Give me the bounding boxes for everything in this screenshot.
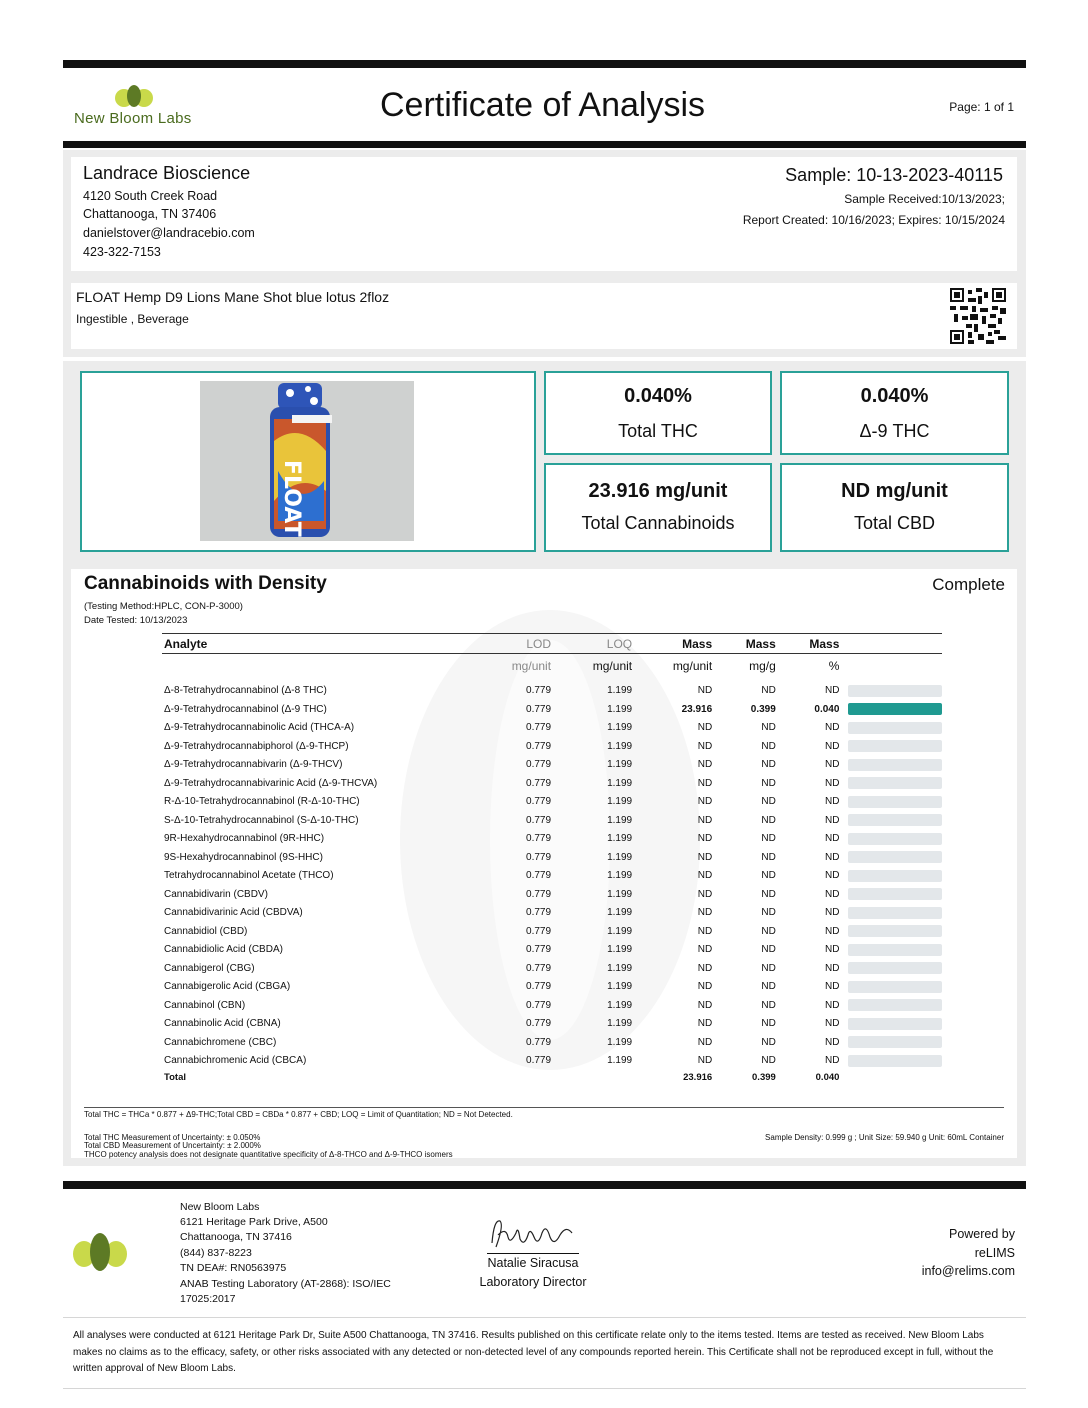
table-row — [162, 811, 942, 830]
lod-value: 0.779 — [526, 740, 552, 752]
total-lod-empty — [470, 1070, 554, 1084]
lod-value: 0.779 — [526, 999, 552, 1011]
analyte-name: Δ-8-Tetrahydrocannabinol (Δ-8 THC) — [164, 685, 327, 697]
col-loq: LOQ — [554, 634, 635, 654]
unit-lod: mg/unit — [511, 659, 552, 673]
result-bar — [848, 1018, 942, 1030]
result-bar-cell — [842, 922, 942, 941]
product-photo — [200, 381, 414, 541]
table-row — [162, 830, 942, 849]
analyte-name: Δ-9-Tetrahydrocannabiphorol (Δ-9-THCP) — [164, 740, 349, 752]
mass-pct-value: ND — [824, 796, 840, 808]
loq-value: 1.199 — [607, 962, 633, 974]
result-bar-cell — [842, 737, 942, 756]
lod-value: 0.779 — [526, 814, 552, 826]
total-loq-empty — [554, 1070, 635, 1084]
result-bar — [848, 685, 942, 697]
mass-pct-value: ND — [824, 722, 840, 734]
mass-unit-value: ND — [697, 777, 713, 789]
table-row — [162, 1015, 942, 1034]
mass-pct-value: ND — [824, 870, 840, 882]
bottom-divider — [63, 1388, 1026, 1389]
signatory-title: Laboratory Director — [479, 1275, 587, 1289]
mass-pct-value: ND — [824, 999, 840, 1011]
lod-value: 0.779 — [526, 759, 552, 771]
total-cannabinoids-label: Total Cannabinoids — [581, 513, 735, 533]
summary-card-total-cannabinoids — [544, 463, 772, 552]
mass-pct-value: ND — [824, 1018, 840, 1030]
result-bar — [848, 759, 942, 771]
total-bar-empty — [842, 1070, 942, 1084]
analyte-name: Cannabidiol (CBD) — [164, 925, 248, 937]
table-row — [162, 737, 942, 756]
mass-g-value: ND — [761, 944, 776, 956]
unit-mass-g: mg/g — [749, 659, 776, 673]
page-number: Page: 1 of 1 — [949, 100, 1014, 114]
svg-text:FLOAT: FLOAT — [279, 460, 304, 537]
loq-value: 1.199 — [607, 685, 633, 697]
analyte-name: Cannabidivarinic Acid (CBDVA) — [164, 907, 303, 919]
result-bar — [848, 722, 942, 734]
footer-rule — [63, 1181, 1026, 1189]
loq-value: 1.199 — [607, 907, 633, 919]
result-bar-cell — [842, 848, 942, 867]
loq-value: 1.199 — [607, 722, 633, 734]
result-bar — [848, 1036, 942, 1048]
result-bar-cell — [842, 1015, 942, 1034]
result-bar — [848, 907, 942, 919]
product-name: FLOAT Hemp D9 Lions Mane Shot blue lotus 2floz — [76, 289, 390, 305]
report-dates: Report Created: 10/16/2023; Expires: 10/15/2024 — [742, 213, 1005, 227]
analyte-name: Δ-9-Tetrahydrocannabinolic Acid (THCA-A) — [164, 722, 355, 734]
table-row — [162, 867, 942, 886]
mass-pct-value: ND — [824, 685, 840, 697]
result-bar-cell — [842, 1052, 942, 1071]
loq-value: 1.199 — [607, 851, 633, 863]
testing-method: (Testing Method:HPLC, CON-P-3000) — [84, 601, 243, 612]
mass-unit-value: ND — [697, 907, 713, 919]
result-bar-cell — [842, 756, 942, 775]
col-mass-g: Mass — [715, 634, 779, 654]
loq-value: 1.199 — [607, 1055, 633, 1067]
mass-pct-value: ND — [824, 777, 840, 789]
lod-value: 0.779 — [526, 962, 552, 974]
note-density: Sample Density: 0.999 g ; Unit Size: 59.940 g Unit: 60mL Container — [765, 1133, 1004, 1142]
col-mass-unit: Mass — [635, 634, 715, 654]
mass-pct-value: ND — [824, 851, 840, 863]
total-cbd-value: ND mg/unit — [841, 480, 948, 502]
result-bar-cell — [842, 1033, 942, 1052]
note-thco: THCO potency analysis does not designate quantitative specificity of Δ-8-THCO and Δ-9-THCO isomers — [84, 1150, 453, 1159]
loq-value: 1.199 — [607, 814, 633, 826]
lod-value: 0.779 — [526, 703, 552, 715]
note-definitions: Total THC = THCa * 0.877 + Δ9-THC;Total CBD = CBDa * 0.877 + CBD; LOQ = Limit of Quantitation; ND = Not Detected. — [84, 1110, 513, 1119]
signature-rule — [487, 1253, 579, 1254]
mass-g-value: ND — [761, 907, 776, 919]
result-bar-cell — [842, 959, 942, 978]
mass-pct-value: ND — [824, 814, 840, 826]
table-row — [162, 682, 942, 701]
loq-value: 1.199 — [607, 703, 633, 715]
total-label: Total — [164, 1071, 186, 1083]
mass-pct-value: ND — [824, 925, 840, 937]
mass-g-value: ND — [761, 870, 776, 882]
loq-value: 1.199 — [607, 1018, 633, 1030]
loq-value: 1.199 — [607, 870, 633, 882]
loq-value: 1.199 — [607, 1036, 633, 1048]
header-rule — [63, 141, 1026, 148]
lab-name: New Bloom Labs — [180, 1201, 260, 1213]
result-bar-cell — [842, 885, 942, 904]
lod-value: 0.779 — [526, 796, 552, 808]
table-row — [162, 959, 942, 978]
mass-unit-value: ND — [697, 888, 713, 900]
result-bar-cell — [842, 867, 942, 886]
result-bar — [848, 925, 942, 937]
mass-pct-value: ND — [824, 759, 840, 771]
top-rule — [63, 60, 1026, 68]
mass-g-value: ND — [761, 685, 776, 697]
mass-g-value: ND — [761, 1055, 776, 1067]
table-row — [162, 848, 942, 867]
lod-value: 0.779 — [526, 722, 552, 734]
mass-g-value: ND — [761, 722, 776, 734]
mass-unit-value: ND — [697, 870, 713, 882]
page-title: Certificate of Analysis — [380, 86, 706, 124]
mass-g-value: ND — [761, 888, 776, 900]
col-lod: LOD — [470, 634, 554, 654]
result-bar — [848, 888, 942, 900]
analyte-name: Cannabidiolic Acid (CBDA) — [164, 944, 283, 956]
lod-value: 0.779 — [526, 1055, 552, 1067]
loq-value: 1.199 — [607, 944, 633, 956]
d9-thc-label: Δ-9 THC — [859, 421, 930, 441]
analyte-name: R-Δ-10-Tetrahydrocannabinol (R-Δ-10-THC) — [164, 796, 360, 808]
sample-received: Sample Received:10/13/2023; — [844, 192, 1005, 206]
table-row — [162, 756, 942, 775]
mass-g-value: ND — [761, 796, 776, 808]
logo-text: New Bloom Labs — [74, 110, 192, 127]
table-header-row — [162, 634, 942, 654]
lod-value: 0.779 — [526, 888, 552, 900]
unit-mass-unit: mg/unit — [672, 659, 713, 673]
analyte-name: Δ-9-Tetrahydrocannabivarin (Δ-9-THCV) — [164, 759, 343, 771]
table-row — [162, 978, 942, 997]
lod-value: 0.779 — [526, 1036, 552, 1048]
powered-by-label: Powered by — [948, 1227, 1015, 1241]
summary-card-total-thc — [544, 371, 772, 455]
mass-g-value: ND — [761, 777, 776, 789]
mass-g-value: ND — [761, 740, 776, 752]
result-bar-cell — [842, 978, 942, 997]
result-bar — [848, 740, 942, 752]
mass-g-value: ND — [761, 962, 776, 974]
mass-unit-value: ND — [697, 1055, 713, 1067]
total-mass-pct: 0.040 — [815, 1071, 840, 1083]
table-row — [162, 1052, 942, 1071]
note-cbd-uncertainty: Total CBD Measurement of Uncertainty: ± 2.000% — [84, 1141, 261, 1150]
table-row — [162, 996, 942, 1015]
mass-unit-value: ND — [697, 944, 713, 956]
lod-value: 0.779 — [526, 833, 552, 845]
mass-g-value: ND — [761, 1018, 776, 1030]
mass-pct-value: ND — [824, 888, 840, 900]
mass-pct-value: ND — [824, 1055, 840, 1067]
analyte-name: 9S-Hexahydrocannabinol (9S-HHC) — [164, 851, 323, 863]
client-email: danielstover@landracebio.com — [83, 226, 255, 240]
lod-value: 0.779 — [526, 685, 552, 697]
analyte-name: Cannabidivarin (CBDV) — [164, 888, 268, 900]
lod-value: 0.779 — [526, 851, 552, 863]
loq-value: 1.199 — [607, 888, 633, 900]
result-bar — [848, 777, 942, 789]
lod-value: 0.779 — [526, 944, 552, 956]
lod-value: 0.779 — [526, 981, 552, 993]
units-row — [162, 654, 942, 682]
mass-pct-value: ND — [824, 962, 840, 974]
total-thc-label: Total THC — [618, 421, 698, 441]
table-row — [162, 885, 942, 904]
result-bar-cell — [842, 793, 942, 812]
result-bar — [848, 981, 942, 993]
result-bar-cell — [842, 719, 942, 738]
result-bar — [848, 962, 942, 974]
summary-card-d9-thc — [780, 371, 1009, 455]
result-bar — [848, 796, 942, 808]
client-address-1: 4120 South Creek Road — [83, 189, 218, 203]
mass-g-value: ND — [761, 851, 776, 863]
result-bar-cell — [842, 811, 942, 830]
result-bar — [848, 1055, 942, 1067]
mass-pct-value: ND — [824, 740, 840, 752]
analyte-name: Δ-9-Tetrahydrocannabinol (Δ-9 THC) — [164, 703, 327, 715]
notes-rule — [84, 1107, 1004, 1108]
loq-value: 1.199 — [607, 740, 633, 752]
client-address-2: Chattanooga, TN 37406 — [83, 207, 217, 221]
mass-g-value: ND — [761, 999, 776, 1011]
mass-unit-value: ND — [697, 851, 713, 863]
client-name: Landrace Bioscience — [83, 163, 251, 183]
analyte-name: Cannabichromene (CBC) — [164, 1036, 277, 1048]
disclaimer-text: All analyses were conducted at 6121 Heritage Park Dr, Suite A500 Chattanooga, TN 37416. Results published on this certificate relate only to the items tested. Items are tested as received. New Bloom Labs makes no claims as to the efficacy, safety, or other risks associated with any detected or non-detected level of any compounds reported herein. This Certificate shall not be reproduced except in full, without the written approval of New Bloom Labs. — [73, 1330, 994, 1374]
lab-address-2: Chattanooga, TN 37416 — [180, 1231, 292, 1243]
mass-g-value: ND — [761, 981, 776, 993]
result-bar-cell — [842, 904, 942, 923]
mass-unit-value: ND — [697, 722, 713, 734]
mass-pct-value: ND — [824, 1036, 840, 1048]
loq-value: 1.199 — [607, 999, 633, 1011]
analyte-name: Cannabinolic Acid (CBNA) — [164, 1018, 281, 1030]
table-row — [162, 922, 942, 941]
analyte-name: Tetrahydrocannabinol Acetate (THCO) — [164, 870, 334, 882]
analyte-name: 9R-Hexahydrocannabinol (9R-HHC) — [164, 833, 325, 845]
result-bar — [848, 833, 942, 845]
lod-value: 0.779 — [526, 1018, 552, 1030]
analyte-name: Cannabichromenic Acid (CBCA) — [164, 1055, 307, 1067]
loq-value: 1.199 — [607, 777, 633, 789]
note-thc-uncertainty: Total THC Measurement of Uncertainty: ± 0.050% — [84, 1133, 261, 1142]
result-bar-cell — [842, 996, 942, 1015]
mass-g-value: 0.399 — [750, 703, 776, 715]
lab-anab-1: ANAB Testing Laboratory (AT-2868): ISO/IEC — [180, 1278, 391, 1290]
result-bar — [848, 851, 942, 863]
mass-unit-value: ND — [697, 759, 713, 771]
mass-unit-value: ND — [697, 740, 713, 752]
lod-value: 0.779 — [526, 777, 552, 789]
col-bar — [842, 634, 942, 654]
total-thc-value: 0.040% — [624, 385, 692, 407]
lod-value: 0.779 — [526, 925, 552, 937]
section-status: Complete — [932, 575, 1005, 594]
d9-thc-value: 0.040% — [860, 385, 929, 407]
total-cannabinoids-value: 23.916 mg/unit — [588, 480, 728, 502]
total-mass-g: 0.399 — [752, 1071, 776, 1083]
col-analyte: Analyte — [162, 634, 470, 654]
mass-pct-value: ND — [824, 833, 840, 845]
unit-mass-pct: % — [828, 659, 840, 673]
result-bar-cell — [842, 830, 942, 849]
mass-pct-value: 0.040 — [814, 703, 840, 715]
analyte-name: Δ-9-Tetrahydrocannabivarinic Acid (Δ-9-THCVA) — [164, 777, 378, 789]
table-row — [162, 719, 942, 738]
total-cbd-label: Total CBD — [853, 513, 936, 533]
mass-unit-value: ND — [697, 796, 713, 808]
lab-anab-2: 17025:2017 — [180, 1293, 236, 1305]
mass-g-value: ND — [761, 1036, 776, 1048]
summary-card-total-cbd — [780, 463, 1009, 552]
loq-value: 1.199 — [607, 925, 633, 937]
col-mass-pct: Mass — [779, 634, 843, 654]
loq-value: 1.199 — [607, 759, 633, 771]
qr-code-icon — [950, 288, 1006, 344]
powered-by-name: reLIMS — [974, 1246, 1015, 1260]
mass-g-value: ND — [761, 833, 776, 845]
lod-value: 0.779 — [526, 907, 552, 919]
table-row — [162, 793, 942, 812]
result-bar-cell — [842, 774, 942, 793]
total-row — [162, 1070, 942, 1084]
signatory-name: Natalie Siracusa — [487, 1256, 579, 1270]
mass-pct-value: ND — [824, 944, 840, 956]
signature-icon — [484, 1213, 580, 1255]
lod-value: 0.779 — [526, 870, 552, 882]
footer-divider — [63, 1317, 1026, 1318]
client-phone: 423-322-7153 — [83, 245, 161, 259]
result-bar-cell — [842, 700, 942, 719]
unit-bar — [842, 654, 942, 682]
table-row — [162, 941, 942, 960]
mass-g-value: ND — [761, 759, 776, 771]
table-row — [162, 774, 942, 793]
mass-unit-value: ND — [697, 1036, 713, 1048]
mass-unit-value: ND — [697, 999, 713, 1011]
unit-loq: mg/unit — [592, 659, 633, 673]
result-bar-cell — [842, 941, 942, 960]
analyte-name: Cannabinol (CBN) — [164, 999, 246, 1011]
lab-address-1: 6121 Heritage Park Drive, A500 — [180, 1216, 328, 1228]
mass-unit-value: ND — [697, 1018, 713, 1030]
sample-id: Sample: 10-13-2023-40115 — [785, 165, 1003, 185]
mass-unit-value: ND — [697, 925, 713, 937]
section-title: Cannabinoids with Density — [84, 573, 327, 594]
lab-dea: TN DEA#: RN0563975 — [180, 1262, 287, 1274]
mass-pct-value: ND — [824, 981, 840, 993]
mass-unit-value: 23.916 — [681, 703, 713, 715]
result-bar — [848, 870, 942, 882]
result-bar — [848, 944, 942, 956]
loq-value: 1.199 — [607, 796, 633, 808]
result-bar — [848, 703, 942, 715]
table-row — [162, 700, 942, 719]
results-table — [162, 633, 942, 1084]
total-mass-unit: 23.916 — [683, 1071, 713, 1083]
mass-g-value: ND — [761, 925, 776, 937]
result-bar-cell — [842, 682, 942, 701]
mass-unit-value: ND — [697, 962, 713, 974]
mass-pct-value: ND — [824, 907, 840, 919]
mass-unit-value: ND — [697, 685, 713, 697]
mass-g-value: ND — [761, 814, 776, 826]
product-category: Ingestible , Beverage — [76, 312, 189, 326]
table-row — [162, 904, 942, 923]
powered-by-email[interactable]: info@relims.com — [921, 1264, 1015, 1278]
mass-unit-value: ND — [697, 833, 713, 845]
lab-phone: (844) 837-8223 — [180, 1247, 252, 1259]
analyte-name: Cannabigerolic Acid (CBGA) — [164, 981, 291, 993]
analyte-name: Cannabigerol (CBG) — [164, 962, 255, 974]
loq-value: 1.199 — [607, 981, 633, 993]
analyte-name: S-Δ-10-Tetrahydrocannabinol (S-Δ-10-THC) — [164, 814, 359, 826]
unit-analyte — [162, 654, 470, 682]
result-bar — [848, 999, 942, 1011]
table-row — [162, 1033, 942, 1052]
date-tested: Date Tested: 10/13/2023 — [84, 615, 188, 626]
mass-unit-value: ND — [697, 981, 713, 993]
bottle-image-icon — [200, 381, 414, 541]
loq-value: 1.199 — [607, 833, 633, 845]
mass-unit-value: ND — [697, 814, 713, 826]
result-bar — [848, 814, 942, 826]
